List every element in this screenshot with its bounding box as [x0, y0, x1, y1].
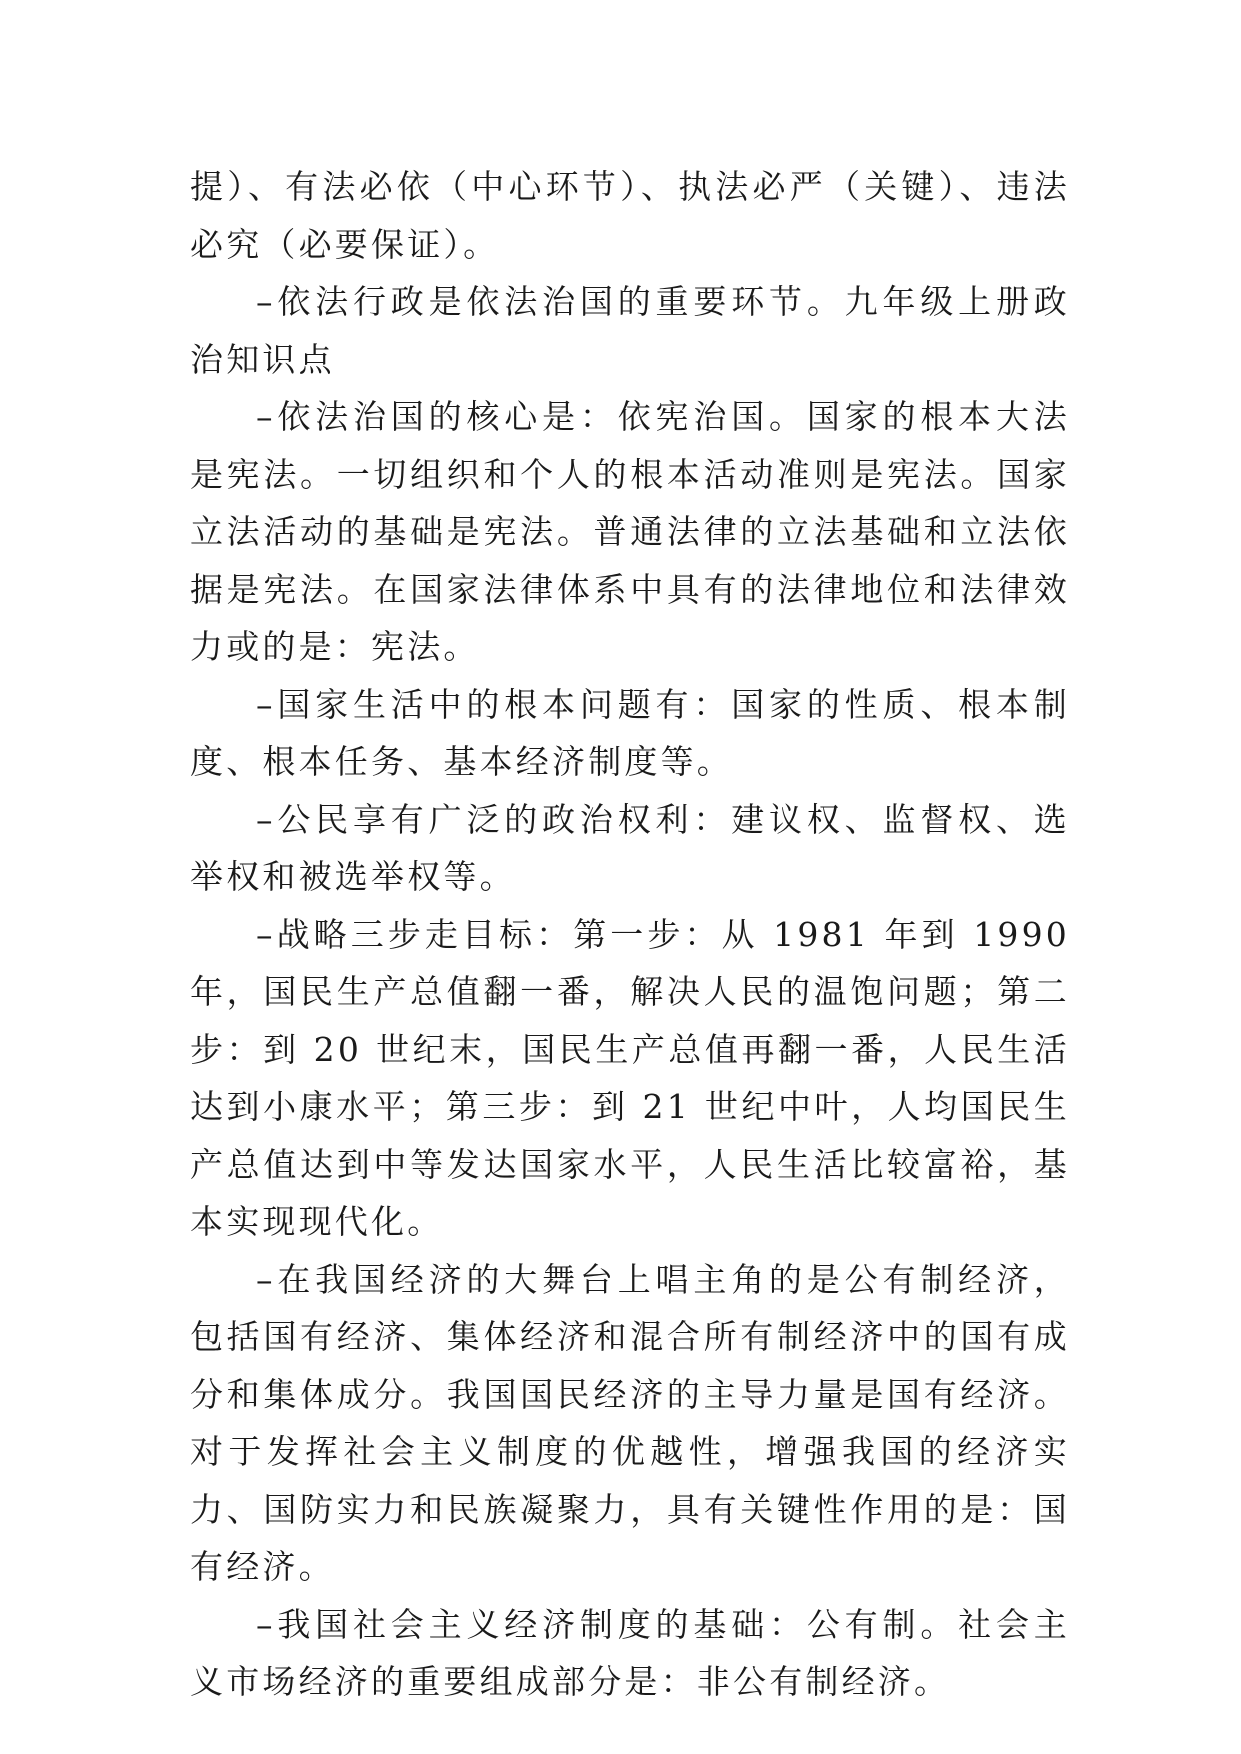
paragraph-continued: 提）、有法必依（中心环节）、执法必严（关键）、违法必究（必要保证）。	[190, 167, 1070, 264]
paragraph-economic-system-basis: –我国社会主义经济制度的基础：公有制。社会主义市场经济的重要组成部分是：非公有制经济。	[190, 1604, 1070, 1701]
paragraph-political-rights: –公民享有广泛的政治权利：建议权、监督权、选举权和被选举权等。	[190, 799, 1070, 896]
document-body	[190, 158, 1070, 1711]
paragraph-public-ownership: –在我国经济的大舞台上唱主角的是公有制经济，包括国有经济、集体经济和混合所有制经济中的国有成分和集体成分。我国国民经济的主导力量是国有经济。对于发挥社会主义制度的优越性，增强我国的经济实力、国防实力和民族凝聚力，具有关键性作用的是：国有经济。	[190, 1259, 1070, 1586]
paragraph-fundamental-issues: –国家生活中的根本问题有：国家的性质、根本制度、根本任务、基本经济制度等。	[190, 684, 1070, 781]
paragraph-three-step-strategy: –战略三步走目标：第一步：从 1981 年到 1990 年，国民生产总值翻一番，解决人民的温饱问题；第二步：到 20 世纪末，国民生产总值再翻一番，人民生活达到小康水平；第三步：到 21 世纪中叶，人均国民生产总值达到中等发达国家水平，人民生活比较富裕，基本实现现代化。	[190, 914, 1070, 1241]
paragraph-administration-by-law: –依法行政是依法治国的重要环节。九年级上册政治知识点	[190, 282, 1070, 379]
paragraph-constitution: –依法治国的核心是：依宪治国。国家的根本大法是宪法。一切组织和个人的根本活动准则是宪法。国家立法活动的基础是宪法。普通法律的立法基础和立法依据是宪法。在国家法律体系中具有的法律地位和法律效力或的是：宪法。	[190, 397, 1070, 666]
